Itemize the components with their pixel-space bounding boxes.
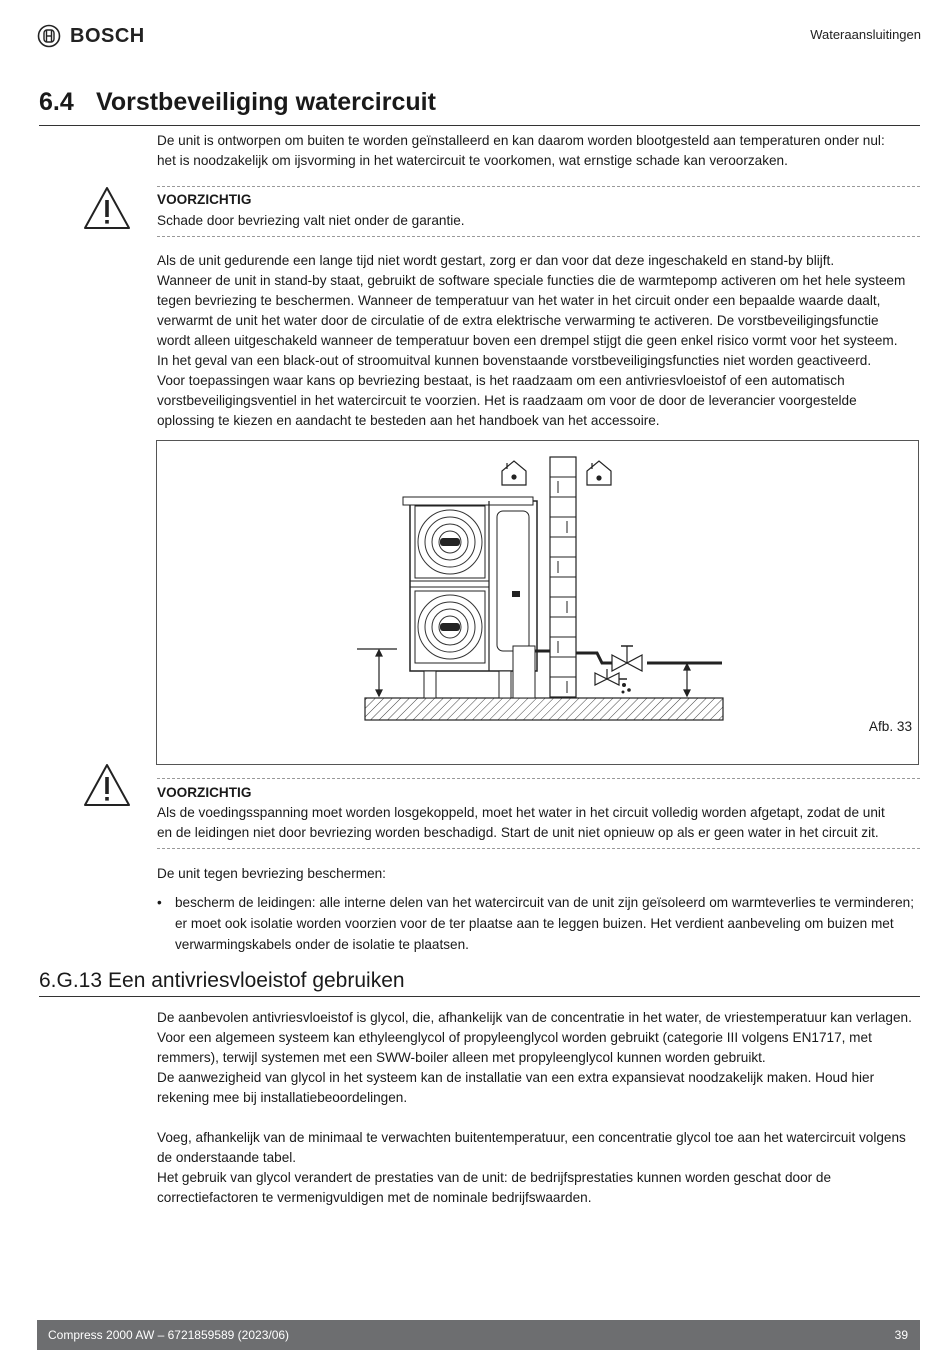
caution-text: Schade door bevriezing valt niet onder de garantie.: [157, 213, 465, 228]
text-line: Voor toepassingen waar kans op bevriezing bestaat, is het raadzaam om een antivriesvloeistof of een automatisch: [157, 373, 845, 388]
text-line: Voor een algemeen systeem kan ethyleenglycol of propyleenglycol worden gebruikt (categorie III volgens EN1717, met: [157, 1030, 872, 1045]
text-line: Wanneer de unit in stand-by staat, gebruikt de software speciale functies die de warmtepomp activeren om het hele systeem: [157, 273, 906, 288]
house-outdoor-icon: [502, 461, 526, 485]
text-line: Als de voedingsspanning moet worden losgekoppeld, moet het water in het circuit volledig worden afgetapt, zodat de unit: [157, 805, 885, 820]
text-line: De aanwezigheid van glycol in het systeem kan de installatie van een extra expansievat noodzakelijk maken. Houd hier: [157, 1070, 875, 1085]
height-dimension-right: [677, 663, 697, 696]
text-line: Als de unit gedurende een lange tijd niet wordt gestart, zorg er dan voor dat deze ingeschakeld en stand-by blijft.: [157, 253, 835, 268]
text-line: verwarmt de unit het water door de circulatie of de extra elektrische verwarming te activeren. De vorstbeveiligingsfunctie: [157, 313, 879, 328]
text-line: oplossing te kiezen en aandacht te besteden aan het handboek van het accessoire.: [157, 413, 660, 428]
text-line: correctiefactoren te vermenigvuldigen met de nominale bedrijfswaarden.: [157, 1190, 592, 1205]
bullet-marker: •: [157, 895, 162, 910]
text-line: Voeg, afhankelijk van de minimaal te verwachten buitentemperatuur, een concentratie glycol toe aan het watercircuit volgens: [157, 1130, 906, 1145]
text-line: verwarmingskabels onder de isolatie te plaatsen.: [175, 937, 469, 952]
protect-intro: De unit tegen bevriezing beschermen:: [157, 866, 386, 881]
text-line: remmers), terwijl systemen met een SWW-boiler alleen met propyleenglycol kunnen worden gebruikt.: [157, 1050, 766, 1065]
height-dimension-left: [357, 649, 397, 696]
body-paragraph: [157, 251, 920, 431]
caution-title: VOORZICHTIG: [157, 785, 252, 800]
subsection-number: 6.G.13: [39, 969, 103, 992]
text-line: bescherm de leidingen: alle interne delen van het watercircuit van de unit zijn geïsoleerd om warmteverlies te verminderen;: [175, 895, 914, 910]
heading-rule: [39, 996, 920, 997]
concentration-paragraph: [157, 1128, 920, 1208]
caution-divider: [157, 848, 920, 849]
bosch-armature-icon: [37, 24, 61, 48]
glycol-paragraph: [157, 1008, 920, 1108]
section-title: Vorstbeveiliging watercircuit: [96, 88, 436, 116]
footer-document-id: Compress 2000 AW – 6721859589 (2023/06): [48, 1328, 290, 1342]
house-indoor-icon: [587, 461, 611, 485]
caution-divider: [157, 778, 920, 779]
warning-triangle-icon: [82, 185, 132, 231]
list-item: [157, 892, 920, 955]
text-line: tegen bevriezing te beschermen. Wanneer de temperatuur van het water in het circuit onder een bepaalde waarde daalt,: [157, 293, 881, 308]
section-heading: [39, 88, 920, 117]
warning-triangle-icon: [82, 762, 132, 808]
text-line: In het geval van een black-out of stroomuitval kunnen bovenstaande vorstbeveiligingsfuncties niet worden geactiveerd.: [157, 353, 872, 368]
wall-column: [550, 457, 576, 697]
text-line: vorstbeveiligingsventiel in het watercircuit te voorzien. Het is raadzaam om voor de door de leverancier voorgestelde: [157, 393, 857, 408]
figure-caption: Afb. 33: [868, 719, 912, 734]
text-line: De aanbevolen antivriesvloeistof is glycol, die, afhankelijk van de concentratie in het water, de vriestemperatuur kan verlagen.: [157, 1010, 912, 1025]
intro-paragraph: [157, 131, 920, 171]
figure-frame: [156, 440, 919, 765]
subsection-heading: [39, 969, 920, 993]
ground-slab: [365, 698, 723, 720]
text-line: en de leidingen niet door bevriezing worden beschadigd. Start de unit niet opnieuw op als er geen water in het circuit zit.: [157, 825, 879, 840]
caution-divider: [157, 186, 920, 187]
heat-pump-installation-illustration: [157, 441, 920, 766]
bullet-text: [175, 892, 920, 955]
caution-divider: [157, 236, 920, 237]
text-line: de onderstaande tabel.: [157, 1150, 297, 1165]
text-line: het is noodzakelijk om ijsvorming in het watercircuit te voorkomen, wat ernstige schade kan veroorzaken.: [157, 153, 788, 168]
page-number: 39: [894, 1328, 908, 1342]
text-line: wordt alleen uitgeschakeld wanneer de temperatuur boven een drempel stijgt die geen enkel risico vormt voor het systeem.: [157, 333, 898, 348]
caution-title: VOORZICHTIG: [157, 192, 252, 207]
caution-text: [157, 803, 920, 843]
text-line: De unit is ontworpen om buiten te worden geïnstalleerd en kan daarom worden blootgesteld aan temperaturen onder nul:: [157, 133, 885, 148]
subsection-title: Een antivriesvloeistof gebruiken: [108, 969, 405, 992]
text-line: er moet ook isolatie worden voorzien voor de ter plaatse aan te leggen buizen. Het verdient aanbeveling om buizen met: [175, 916, 894, 931]
brand-logo: [37, 24, 145, 48]
section-number: 6.4: [39, 88, 74, 116]
brand-name: BOSCH: [70, 24, 145, 47]
text-line: rekening mee bij installatiebeoordelingen.: [157, 1090, 408, 1105]
page-footer: [37, 1320, 920, 1350]
heading-rule: [39, 125, 920, 126]
text-line: Het gebruik van glycol verandert de prestaties van de unit: de bedrijfsprestaties kunnen worden geschat door de: [157, 1170, 832, 1185]
header-section-title: Wateraansluitingen: [810, 27, 921, 42]
heat-pump-unit: [403, 497, 537, 698]
